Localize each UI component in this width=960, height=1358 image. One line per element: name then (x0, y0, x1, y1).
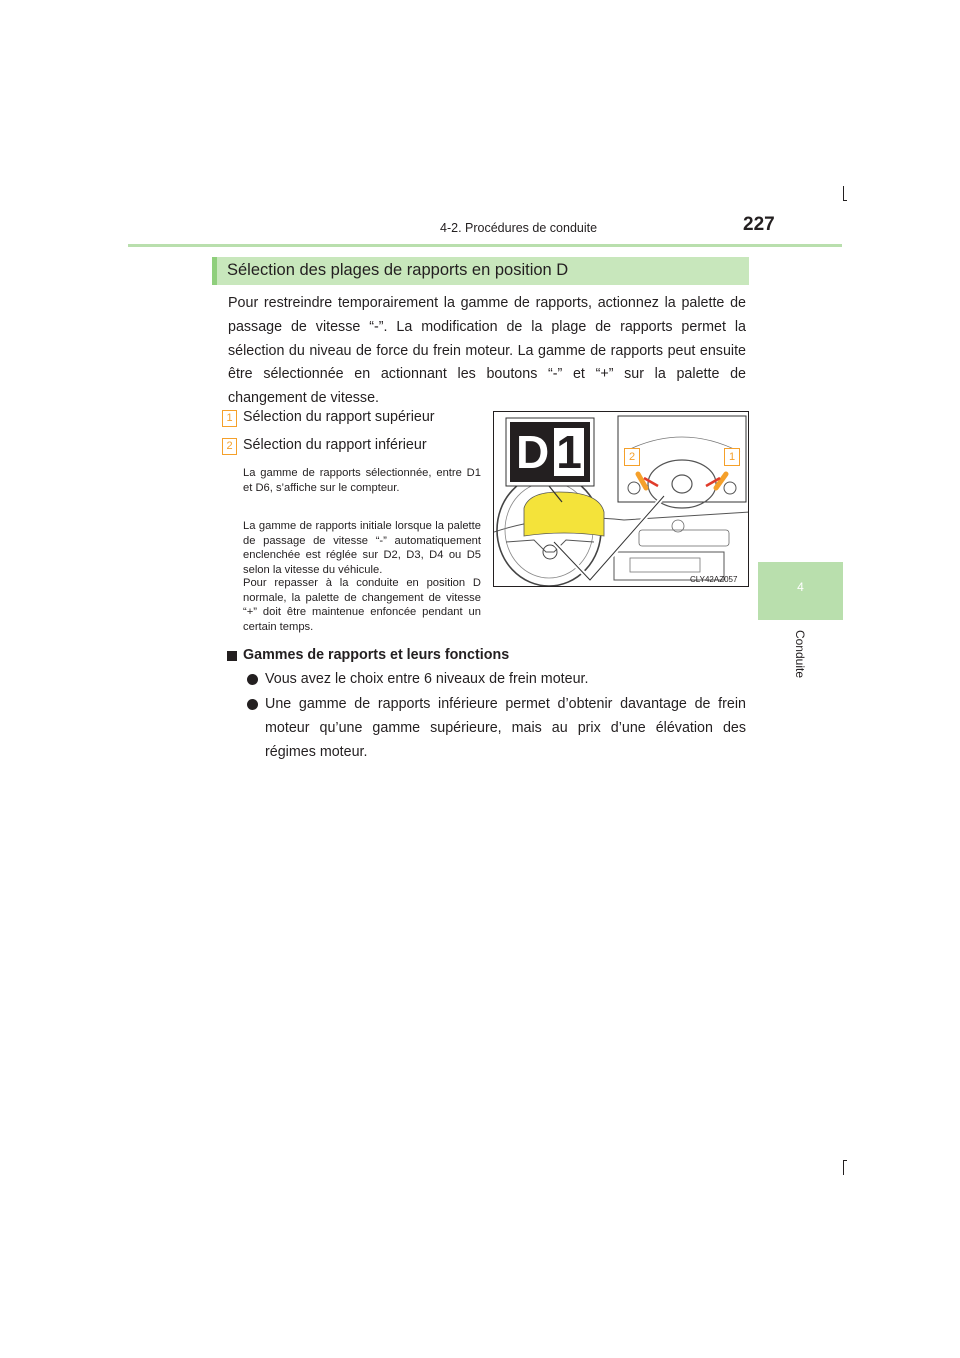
figure-code: CLY42AZ057 (690, 575, 738, 584)
item-label: Sélection du rapport inférieur (243, 437, 427, 453)
item-label: Sélection du rapport supérieur (243, 409, 435, 425)
chapter-number: 4 (797, 580, 804, 594)
gear-display-letter: D (516, 426, 550, 478)
bullet-dot (247, 699, 258, 710)
crop-mark-bottom (843, 1160, 844, 1175)
gear-display-digit: 1 (554, 428, 584, 476)
page-number: 227 (743, 214, 775, 235)
chapter-label: Conduite (793, 629, 807, 679)
bullet-text: Une gamme de rapports inférieure permet d’obtenir davantage de frein moteur qu’une gamme supérieure, mais au prix d’une élévation des régimes moteur. (265, 696, 746, 760)
item-number-badge: 1 (222, 410, 237, 427)
bullet-dot (247, 674, 258, 685)
dashboard-figure (493, 411, 749, 587)
intro-paragraph: Pour restreindre temporairement la gamme de rapports, actionnez la palette de passage de vitesse “-”. La modification de la plage de rapports permet la sélection du niveau de force du frein moteur. La gamme de rapports peut ensuite être sélectionnée en actionnant les boutons “-” et “+” sur la palette de changement de vitesse. (228, 295, 746, 407)
note-paragraph: La gamme de rapports initiale lorsque la palette de passage de vitesse “-” automatiquement enclenchée est réglée sur D2, D3, D4 ou D5 selon la vitesse du véhicule. (243, 520, 481, 576)
crop-mark-bottom (843, 1160, 847, 1161)
item-number-badge: 2 (222, 438, 237, 455)
bullet-text: Vous avez le choix entre 6 niveaux de frein moteur. (265, 671, 589, 687)
header-rule (128, 244, 842, 247)
callout-badge: 1 (724, 448, 740, 466)
note-paragraph: Pour repasser à la conduite en position D normale, la palette de changement de vitesse “+” doit être maintenue enfoncée pendant un certain temps. (243, 577, 481, 633)
subsection-marker (227, 651, 237, 661)
section-title-bar (212, 257, 749, 285)
crop-mark-top (843, 186, 844, 201)
callout-badge: 2 (624, 448, 640, 466)
chapter-tab (758, 562, 843, 620)
subsection-title: Gammes de rapports et leurs fonctions (243, 647, 510, 663)
running-header: 4-2. Procédures de conduite (440, 221, 598, 235)
section-title: Sélection des plages de rapports en position D (227, 261, 569, 279)
note-paragraph: La gamme de rapports sélectionnée, entre D1 et D6, s’affiche sur le compteur. (243, 467, 481, 494)
crop-mark-top (843, 200, 847, 201)
